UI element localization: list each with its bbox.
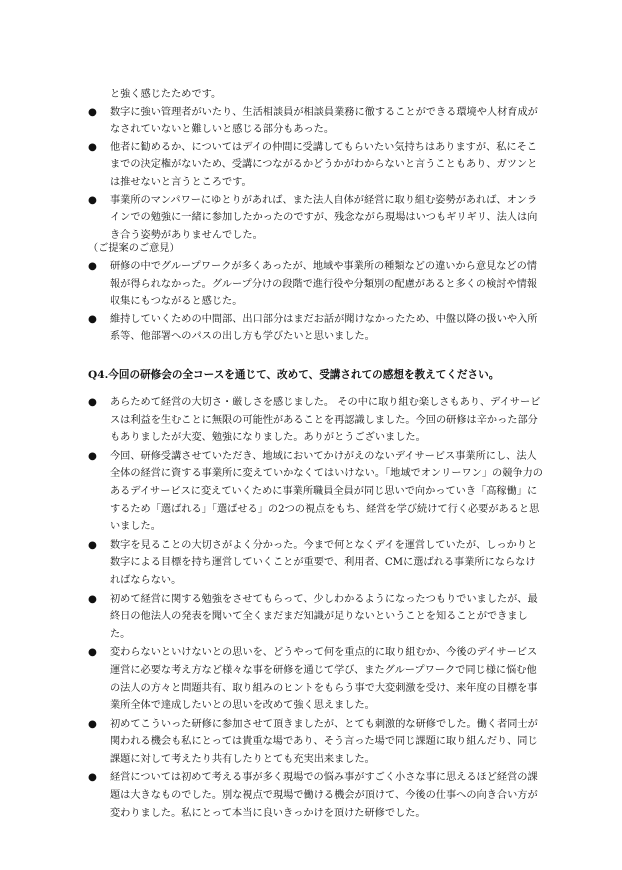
previous-answer-section <box>88 86 544 244</box>
list-item-text: 初めて経営に関する勉強をさせてもらって、少しわかるようになったつもりでいましたが、最終日の他法人の発表を聞いて全くまだまだ知識が足りないということを知ることができました。 <box>110 593 538 640</box>
list-item-text: 事業所のマンパワーにゆとりがあれば、また法人自体が経営に取り組む姿勢があれば、オンラインでの勉強に一緒に参加したかったのですが、残念ながら現場はいつもギリギリ、法人は向き合う姿勢がありませんでした。 <box>110 194 538 241</box>
proposal-section <box>88 258 544 346</box>
bullet-icon: ● <box>88 718 97 730</box>
question-heading: Q4.今回の研修会の全コースを通じて、改めて、受講されての感想を教えてください。 <box>88 369 500 381</box>
continuation-text: と強く感じたためです。 <box>110 89 222 100</box>
list-item <box>88 311 544 346</box>
bullet-list <box>88 104 544 245</box>
list-item-text: 数字を見ることの大切さがよく分かった。今まで何となくデイを運営していたが、しっかりと数字による目標を持ち運営していくことが重要で、利用者、CMに選ばれる事業所にならなければならない。 <box>110 539 538 586</box>
list-item <box>88 448 544 536</box>
bullet-icon: ● <box>88 539 97 551</box>
list-item-text: 研修の中でグループワークが多くあったが、地域や事業所の種類などの違いから意見などの情報が得られなかった。グループ分けの段階で進行役や分類別の配慮があると多くの検討や情報収集にもつながると感じた。 <box>110 261 538 308</box>
bullet-icon: ● <box>88 141 97 153</box>
list-item-text: あらためて経営の大切さ・厳しさを感じました。 その中に取り組む楽しさもあり、デイサービスは利益を生むことに無限の可能性があることを再認識しました。今回の研修は辛かった部分もありましたが大変、勉強になりました。ありがとうございました。 <box>110 397 541 444</box>
list-item-text: 初めてこういった研修に参加させて頂きましたが、とても刺激的な研修でした。働く者同士が関われる機会も私にとっては貴重な場であり、そう言った場で同じ課題に取り組んだり、同じ課題に対して考えたり共有したりとても充実出来ました。 <box>110 718 538 765</box>
list-item <box>88 104 544 139</box>
list-item <box>88 192 544 245</box>
list-item <box>88 591 544 644</box>
list-item <box>88 769 544 822</box>
list-item-text: 数字に強い管理者がいたり、生活相談員が相談員業務に徹することができる環境や人材育成がなされていないと難しいと感じる部分もあった。 <box>110 106 538 136</box>
bullet-icon: ● <box>88 772 97 784</box>
list-item-text: 今回、研修受講させていただき、地域においてかけがえのないデイサービス事業所にし、法人全体の経営に資する事業所に変えていかなくてはいけない。「地域でオンリーワン」の競争力のあるデイサービスに変えていくために事業所職員全員が同じ思いで向かっていき「高稼働」にするため「選ばれる」「選ばせる」の2つの視点をもち、経営を学び続けて行く必要があると思いました。 <box>110 450 543 533</box>
bullet-icon: ● <box>88 313 97 325</box>
list-item-text: 維持していくための中間部、出口部分はまだお話が聞けなかったため、中盤以降の扱いや入所系等、他部署へのパスの出し方も学びたいと思いました。 <box>110 313 538 343</box>
bullet-icon: ● <box>88 261 97 272</box>
list-item <box>88 537 544 590</box>
list-item <box>88 258 544 311</box>
bullet-icon: ● <box>88 450 97 462</box>
bullet-icon: ● <box>88 397 97 408</box>
list-item-text: 他者に勧めるか、についてはデイの仲間に受講してもらいたい気持ちはありますが、私にそこまでの決定権がないため、受講につながるかどうかがわからないと言うこともあり、ガツンとは推せないと言うところです。 <box>110 141 538 188</box>
list-item <box>88 716 544 769</box>
list-item <box>88 394 544 447</box>
list-item-text: 経営については初めて考える事が多く現場での悩み事がすごく小さな事に思えるほど経営の課題は大きなものでした。別な視点で現場で働ける機会が頂けて、今後の仕事への向き合い方が変わりました。私にとって本当に良いきっかけを頂けた研修でした。 <box>110 772 538 819</box>
bullet-icon: ● <box>88 593 97 605</box>
proposal-heading: （ご提案のご意見） <box>88 243 180 254</box>
bullet-list <box>88 258 544 346</box>
bullet-icon: ● <box>88 106 97 118</box>
list-item <box>88 139 544 192</box>
list-item-text: 変わらないといけないとの思いを、どうやって何を重点的に取り組むか、今後のデイサービス運営に必要な考え方など様々な事を研修を通じて学び、またグループワークで同じ様に悩む他の法人の方々と問題共有、取り組みのヒントをもらう事で大変刺激を受け、来年度の目標を事業所全体で達成したいとの思いを改めて強く思えました。 <box>110 647 538 712</box>
bullet-icon: ● <box>88 647 97 659</box>
list-item <box>88 644 544 714</box>
bullet-list <box>88 394 544 822</box>
q4-answers-section <box>88 394 544 823</box>
bullet-icon: ● <box>88 194 97 206</box>
